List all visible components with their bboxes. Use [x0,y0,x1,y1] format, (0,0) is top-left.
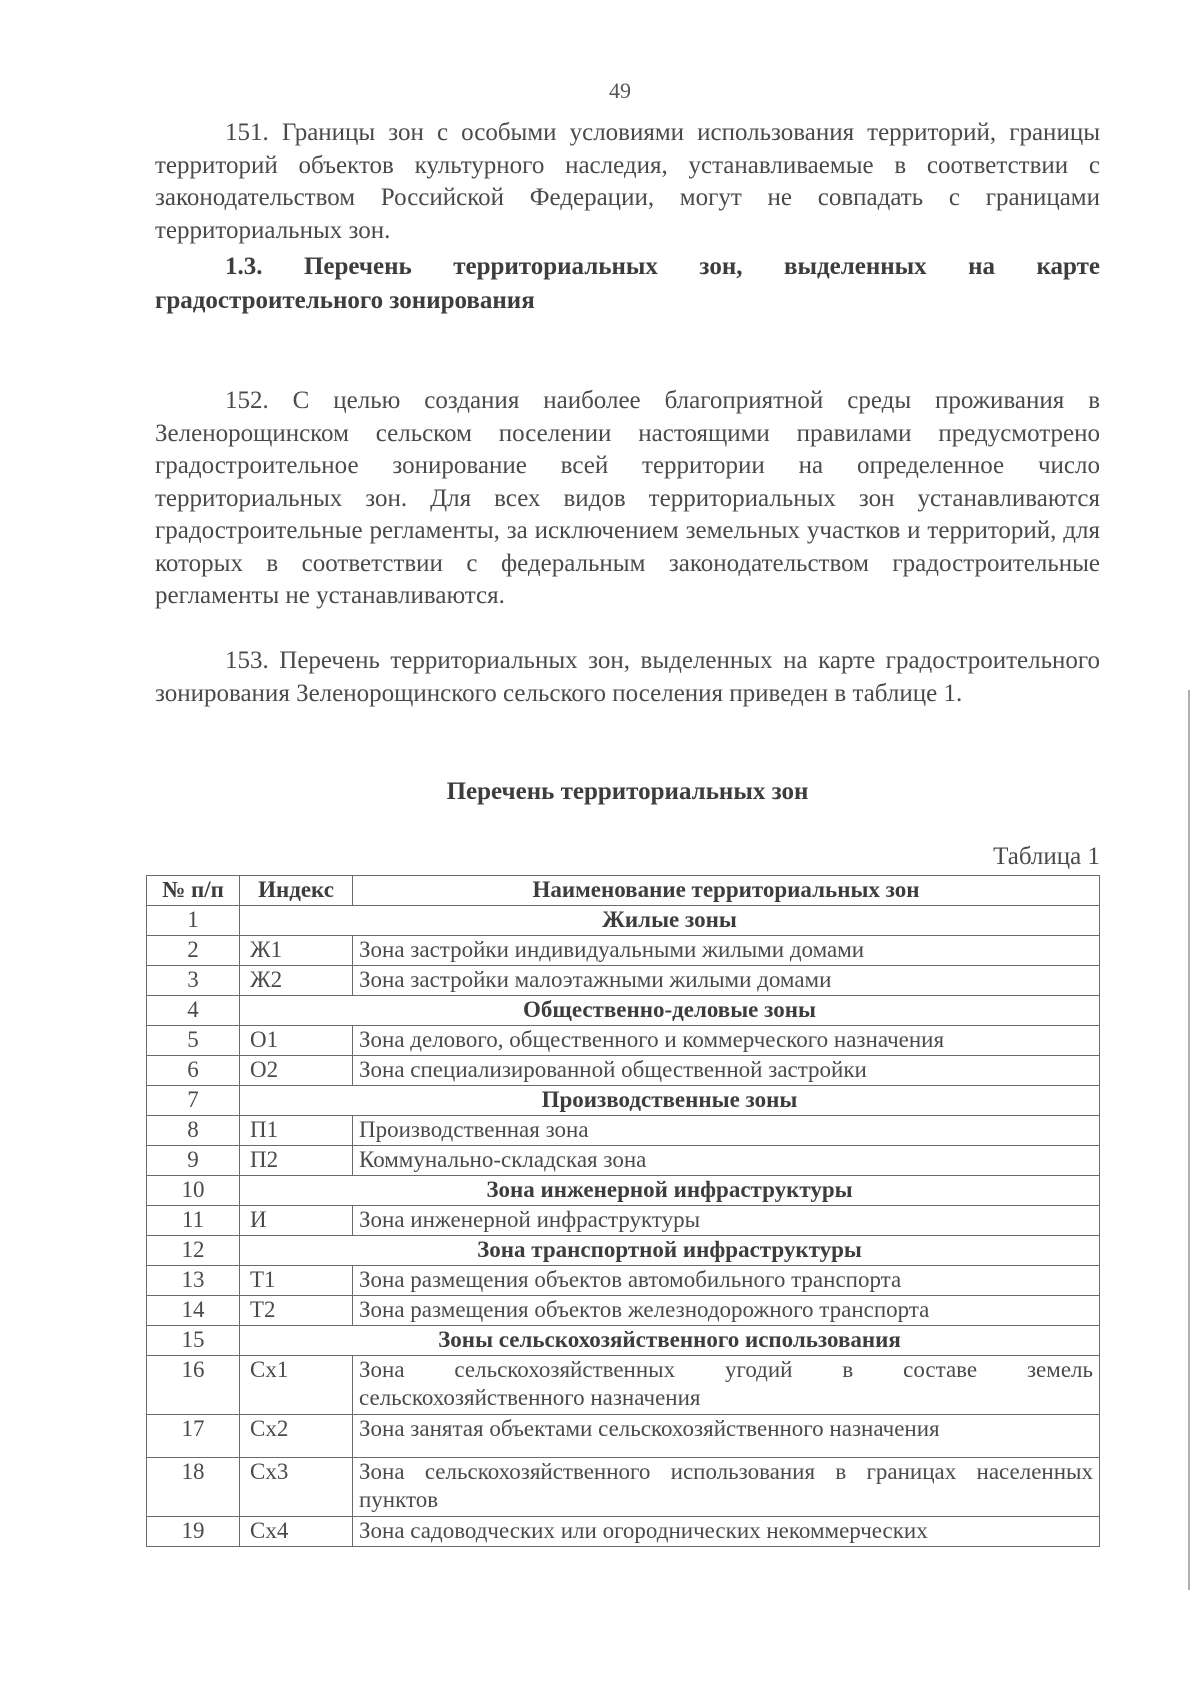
table-row [147,1086,1100,1116]
table-row [147,1236,1100,1266]
row-name: Зона размещения объектов автомобильного транспорта [353,1266,1100,1296]
row-index: П1 [240,1116,353,1146]
row-index: Т2 [240,1296,353,1326]
table-row [147,966,1100,996]
row-num: 16 [147,1356,240,1415]
row-index: П2 [240,1146,353,1176]
table-row [147,1266,1100,1296]
row-name: Зона застройки индивидуальными жилыми домами [353,936,1100,966]
row-num: 1 [147,906,240,936]
table-row [147,1458,1100,1517]
table-row [147,1206,1100,1236]
row-num: 15 [147,1326,240,1356]
table-caption: Таблица 1 [993,843,1100,870]
row-num: 13 [147,1266,240,1296]
row-num: 19 [147,1517,240,1547]
row-name: Зона специализированной общественной застройки [353,1056,1100,1086]
row-num: 18 [147,1458,240,1517]
row-num: 9 [147,1146,240,1176]
table-row [147,1326,1100,1356]
paragraph-151: 151. Границы зон с особыми условиями использования территорий, границы территорий объектов культурного наследия, устанавливаемые в соответствии с законодательством Российской Федерации, могут не совпадать с границами территориальных зон. [155,119,1100,244]
table-row [147,1356,1100,1415]
row-name: Зона инженерной инфраструктуры [353,1206,1100,1236]
row-name: Зона занятая объектами сельскохозяйственного назначения [353,1415,1100,1458]
row-group: Общественно-деловые зоны [240,996,1100,1026]
row-index: Ж1 [240,936,353,966]
row-num: 12 [147,1236,240,1266]
table-row [147,996,1100,1026]
row-index: Ж2 [240,966,353,996]
header-name: Наименование территориальных зон [353,876,1100,906]
row-index: Сх4 [240,1517,353,1547]
table-row [147,1026,1100,1056]
row-num: 10 [147,1176,240,1206]
table-row [147,1056,1100,1086]
row-name: Зона садоводческих или огороднических некоммерческих [353,1517,1100,1547]
page-number: 49 [609,78,631,103]
row-num: 3 [147,966,240,996]
row-num: 6 [147,1056,240,1086]
header-num: № п/п [147,876,240,906]
row-group: Зоны сельскохозяйственного использования [240,1326,1100,1356]
table-title: Перечень территориальных зон [446,778,809,805]
section-heading-1-3: 1.3. Перечень территориальных зон, выделенных на карте градостроительного зонирования [155,253,1100,314]
row-index: И [240,1206,353,1236]
row-name: Зона сельскохозяйственного использования в границах населенных пунктов [353,1458,1100,1517]
row-name: Зона сельскохозяйственных угодий в составе земель сельскохозяйственного назначения [353,1356,1100,1415]
row-num: 8 [147,1116,240,1146]
table-row [147,1146,1100,1176]
row-num: 7 [147,1086,240,1116]
zones-table [146,875,1100,1547]
paragraph-152: 152. С целью создания наиболее благоприятной среды проживания в Зеленорощинском сельском поселении настоящими правилами предусмотрено градостроительное зонирование всей территории на определенное число территориальных зон. Для всех видов территориальных зон устанавливаются градостроительные регламенты, за исключением земельных участков и территорий, для которых в соответствии с федеральным законодательством градостроительные регламенты не устанавливаются. [155,387,1100,609]
header-index: Индекс [240,876,353,906]
table-header-row [147,876,1100,906]
row-index: О1 [240,1026,353,1056]
scan-margin-line [1188,690,1190,1590]
row-group: Зона инженерной инфраструктуры [240,1176,1100,1206]
table-row [147,1116,1100,1146]
table-row [147,1415,1100,1458]
row-num: 17 [147,1415,240,1458]
row-group: Производственные зоны [240,1086,1100,1116]
paragraph-153: 153. Перечень территориальных зон, выделенных на карте градостроительного зонирования Зеленорощинского сельского поселения приведен в таблице 1. [155,647,1100,707]
row-name: Зона делового, общественного и коммерческого назначения [353,1026,1100,1056]
row-num: 11 [147,1206,240,1236]
row-group: Жилые зоны [240,906,1100,936]
row-num: 2 [147,936,240,966]
row-name: Коммунально-складская зона [353,1146,1100,1176]
row-num: 14 [147,1296,240,1326]
row-index: О2 [240,1056,353,1086]
row-name: Зона размещения объектов железнодорожного транспорта [353,1296,1100,1326]
row-index: Сх3 [240,1458,353,1517]
table-row [147,1176,1100,1206]
table-row [147,906,1100,936]
row-group: Зона транспортной инфраструктуры [240,1236,1100,1266]
table-row [147,936,1100,966]
row-index: Т1 [240,1266,353,1296]
table-row [147,1296,1100,1326]
row-index: Сх1 [240,1356,353,1415]
row-index: Сх2 [240,1415,353,1458]
row-num: 4 [147,996,240,1026]
table-row [147,1517,1100,1547]
row-num: 5 [147,1026,240,1056]
row-name: Производственная зона [353,1116,1100,1146]
row-name: Зона застройки малоэтажными жилыми домами [353,966,1100,996]
